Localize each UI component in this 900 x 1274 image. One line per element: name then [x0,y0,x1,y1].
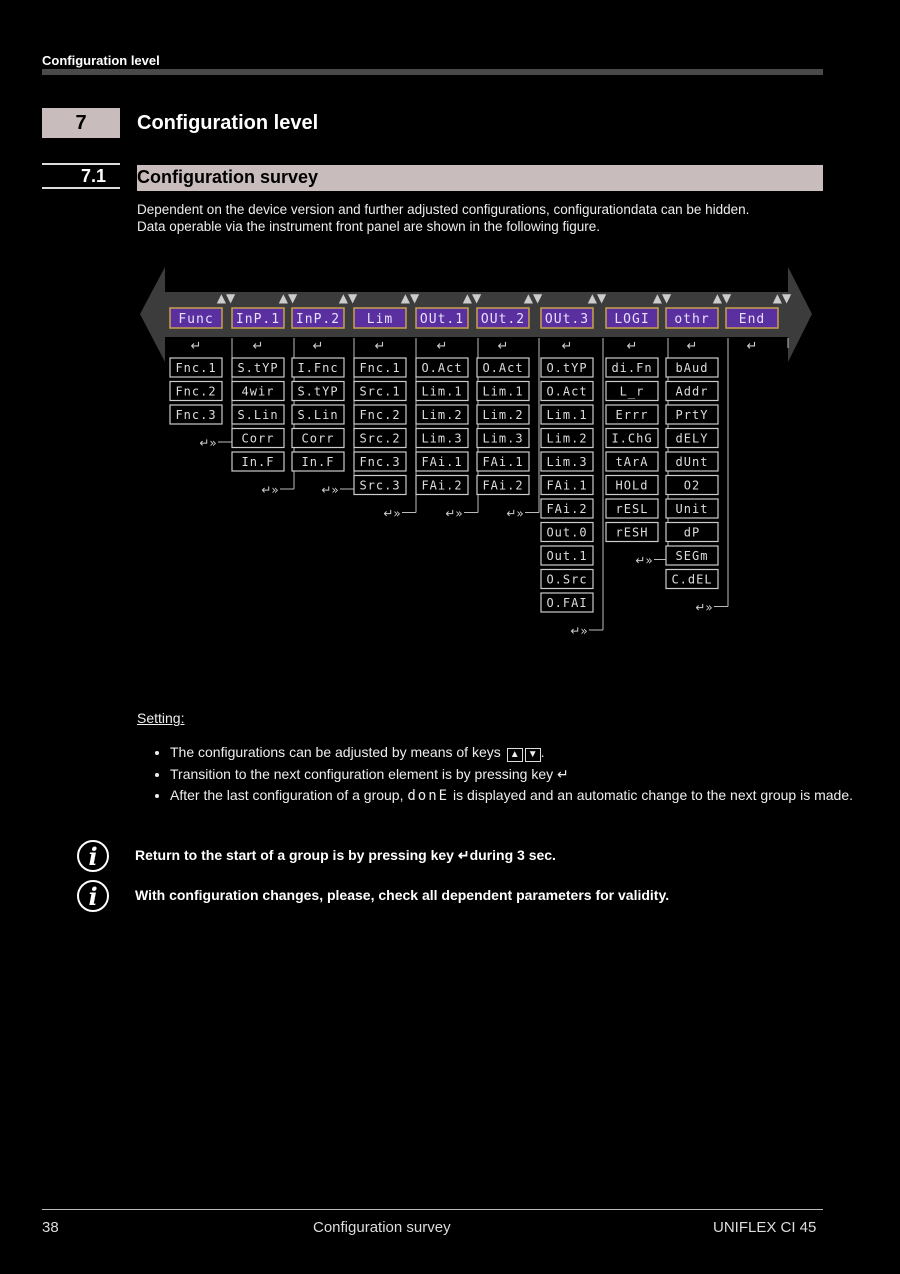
info-icon: i [77,880,109,912]
group-label: OUt.2 [480,312,526,327]
item-label: Fnc.1 [359,361,401,375]
item-label: Out.1 [546,549,588,563]
updown-keys-icon: ▲▼ [216,291,236,305]
item-label: O.Act [546,384,588,399]
section-number: 7.1 [42,163,120,189]
item-label: tArA [615,455,649,469]
page-number: 38 [42,1219,59,1236]
item-label: rESH [615,525,649,540]
item-label: Lim.1 [421,384,463,399]
updown-keys-icon: ▲▼ [338,291,358,305]
item-label: di.Fn [611,361,653,375]
item-label: bAud [675,361,709,375]
info-icon: i [77,840,109,872]
item-label: Lim.3 [421,431,463,446]
enter-key-icon: ↵ [457,847,470,863]
updown-keys-icon: ▲▼ [712,291,732,305]
bullet-1-text: The configurations can be adjusted by means of keys [170,744,501,760]
item-label: Fnc.1 [175,361,217,375]
bullet-1-end: . [540,744,545,760]
up-key-icon: ▲ [507,748,523,762]
item-label: In.F [241,455,275,469]
enter-key-icon: ↵ [312,339,324,354]
item-label: O.tYP [546,361,588,375]
item-label: Src.3 [359,478,401,493]
item-label: Fnc.2 [175,384,217,399]
item-label: In.F [301,455,335,469]
enter-key-icon: ↵ [686,339,698,354]
item-label: O.Act [421,361,463,375]
footer-title: Configuration survey [313,1219,451,1236]
item-label: S.tYP [297,384,339,399]
item-label: Fnc.2 [359,408,401,422]
enter-key-icon: ↵ [561,339,573,354]
updown-keys-icon: ▲▼ [652,291,672,305]
group-label: End [738,312,766,327]
enter-next-icon: ↵» [321,483,339,497]
enter-key-icon: ↵ [557,766,569,782]
enter-key-icon: ↵ [252,339,264,354]
enter-key-icon: ↵ [436,339,448,354]
chapter-number: 7 [42,108,120,138]
item-label: FAi.2 [482,478,524,493]
updown-keys-icon: ▲▼ [587,291,607,305]
item-label: rESL [615,502,649,516]
item-label: I.ChG [611,431,653,446]
list-item [170,766,870,783]
item-label: FAi.2 [546,502,588,516]
updown-keys-icon: ▲▼ [772,291,792,305]
item-label: FAi.1 [482,455,524,469]
item-label: O.FAI [546,596,588,610]
enter-next-icon: ↵» [383,506,401,521]
item-label: Lim.2 [421,408,463,422]
chapter-title: Configuration level [137,112,319,134]
item-label: Fnc.3 [359,455,401,469]
item-label: SEGm [675,549,709,563]
down-key-icon: ▼ [525,748,541,762]
item-label: Corr [301,431,335,446]
item-label: PrtY [675,408,709,422]
item-label: S.Lin [237,408,279,422]
item-label: O.Act [482,361,524,375]
enter-key-icon: ↵ [746,339,758,354]
item-label: dELY [675,431,709,446]
updown-keys-icon: ▲▼ [400,291,420,305]
item-label: I.Fnc [297,361,339,375]
footer-rule [42,1209,823,1210]
enter-key-icon: ↵ [190,339,202,354]
item-label: Lim.2 [546,431,588,446]
group-label: InP.1 [235,312,281,327]
section-title: Configuration survey [137,167,319,187]
item-label: C.dEL [671,572,713,587]
item-label: Src.2 [359,431,401,446]
enter-next-icon: ↵» [445,506,463,521]
item-label: S.tYP [237,361,279,375]
bullet-3-end: is displayed and an automatic change to the next group is made. [452,786,854,803]
item-label: Lim.3 [482,431,524,446]
group-label: Lim [366,312,394,327]
updown-keys-icon: ▲▼ [278,291,298,305]
enter-next-icon: ↵» [199,436,217,450]
note-1-end: during 3 sec. [469,847,556,863]
footer-product: UNIFLEX CI 45 [713,1219,817,1236]
group-label: OUt.3 [544,312,590,327]
updown-keys-icon: ▲▼ [523,291,543,305]
item-label: Lim.1 [546,408,588,422]
enter-next-icon: ↵» [570,624,588,638]
running-header: Configuration level [42,53,160,68]
item-label: Src.1 [359,384,401,399]
item-label: Addr [675,384,709,399]
enter-next-icon: ↵» [635,553,653,568]
group-label: othr [674,312,710,327]
item-label: Unit [675,502,709,516]
item-label: Lim.3 [546,455,588,469]
enter-key-icon: ↵ [626,339,638,354]
item-label: Lim.1 [482,384,524,399]
enter-key-icon: ↵ [497,339,509,354]
intro-line-2: Data operable via the instrument front panel are shown in the following figure. [137,219,601,234]
item-label: 4wir [241,384,275,399]
intro-line-1: Dependent on the device version and further adjusted configurations, configurationdata can be hidden. [137,202,750,217]
group-label: Func [178,312,214,327]
item-label: FAi.2 [421,478,463,493]
item-label: Out.0 [546,525,588,540]
item-label: FAi.1 [546,478,588,493]
item-label: Errr [615,408,649,422]
item-label: Corr [241,431,275,446]
item-label: dP [683,525,701,540]
list-item [170,787,870,805]
enter-next-icon: ↵» [695,600,713,615]
list-item [170,744,870,762]
item-label: FAi.1 [421,455,463,469]
item-label: L_r [619,384,645,399]
enter-next-icon: ↵» [506,506,524,521]
enter-key-icon: ↵ [374,339,386,354]
item-label: Lim.2 [482,408,524,422]
group-label: OUt.1 [419,312,465,327]
item-label: O2 [683,478,701,493]
done-display: donE [407,787,450,804]
item-label: O.Src [546,572,588,587]
enter-next-icon: ↵» [261,483,279,497]
setting-heading: Setting: [137,710,185,726]
item-label: Fnc.3 [175,408,217,422]
setting-list [137,744,870,808]
bullet-3-text: After the last configuration of a group, [170,786,404,803]
bullet-2-text: Transition to the next configuration element is by pressing key [170,766,554,782]
item-label: S.Lin [297,408,339,422]
note-1-text: Return to the start of a group is by pressing key [135,847,454,863]
group-label: LOGI [614,312,650,327]
note-2-text: With configuration changes, please, check all dependent parameters for validity. [135,887,670,903]
item-label: dUnt [675,455,709,469]
updown-keys-icon: ▲▼ [462,291,482,305]
item-label: HOLd [615,478,649,493]
group-label: InP.2 [295,312,341,327]
